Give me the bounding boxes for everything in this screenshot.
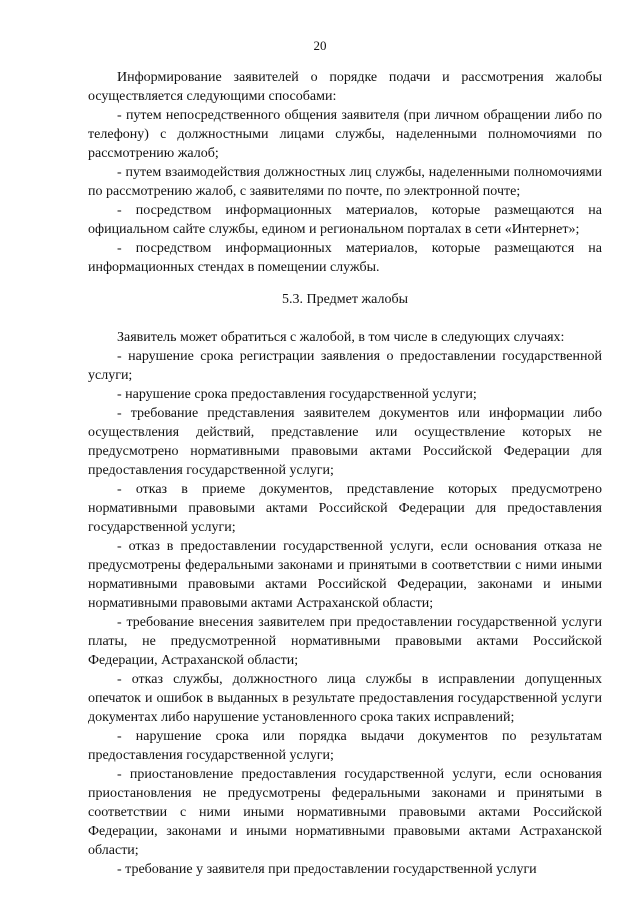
list-item-direct-contact: - путем непосредственного общения заявителя (при личном обращении либо по телефону) с должностными лицами службы, наделенными полномочиями по рассмотрению жалоб; — [88, 108, 602, 161]
list-item-service-delay: - нарушение срока предоставления государственной услуги; — [117, 387, 477, 402]
spacer — [88, 309, 602, 328]
page-number: 20 — [313, 38, 327, 53]
list-item-extra-documents: - требование представления заявителем документов или информации либо осуществления действий, представление или осуществление которых не предусмотрено нормативными правовыми актами Российской Федерации для предоставления государственной услуги; — [88, 406, 602, 478]
list-item-correction-refusal: - отказ службы, должностного лица службы в исправлении допущенных опечаток и ошибок в выданных в результате предоставления государственной услуги документах либо нарушение установленного срока таких исправлений; — [88, 672, 602, 725]
subject-intro-paragraph: Заявитель может обратиться с жалобой, в том числе в следующих случаях: — [117, 330, 565, 345]
list-item-website-materials: - посредством информационных материалов, которые размещаются на официальном сайте службы, едином и региональном порталах в сети «Интернет»; — [88, 203, 602, 237]
list-item-issuance-delay: - нарушение срока или порядка выдачи документов по результатам предоставления государственной услуги; — [88, 729, 602, 763]
list-item-registration-delay: - нарушение срока регистрации заявления о предоставлении государственной услуги; — [88, 349, 602, 383]
intro-paragraph: Информирование заявителей о порядке подачи и рассмотрения жалобы осуществляется следующими способами: — [88, 70, 602, 104]
page-content — [88, 68, 602, 879]
list-item-suspension: - приостановление предоставления государственной услуги, если основания приостановления не предусмотрены федеральными законами и принятыми в соответствии с ними иными нормативными правовыми актами Российской Федерации, законами и иными нормативными правовыми актами Астраханской области; — [88, 767, 602, 858]
list-item-acceptance-refusal: - отказ в приеме документов, представление которых предусмотрено нормативными правовыми актами Российской Федерации для предоставления государственной услуги; — [88, 482, 602, 535]
list-item-fee-requirement: - требование внесения заявителем при предоставлении государственной услуги платы, не предусмотренной нормативными правовыми актами Российской Федерации, Астраханской области; — [88, 615, 602, 668]
list-item-mail-interaction: - путем взаимодействия должностных лиц службы, наделенными полномочиями по рассмотрению жалоб, с заявителями по почте, по электронной почте; — [88, 165, 602, 199]
list-item-service-refusal: - отказ в предоставлении государственной услуги, если основания отказа не предусмотрены федеральными законами и принятыми в соответствии с ними иными нормативными правовыми актами Российской Федерации, законами и иными нормативными правовыми актами Астраханской области; — [88, 539, 602, 611]
list-item-stand-materials: - посредством информационных материалов, которые размещаются на информационных стендах в помещении службы. — [88, 241, 602, 275]
list-item-requirement-trailing: - требование у заявителя при предоставлении государственной услуги — [117, 862, 537, 877]
section-heading: 5.3. Предмет жалобы — [282, 292, 408, 307]
